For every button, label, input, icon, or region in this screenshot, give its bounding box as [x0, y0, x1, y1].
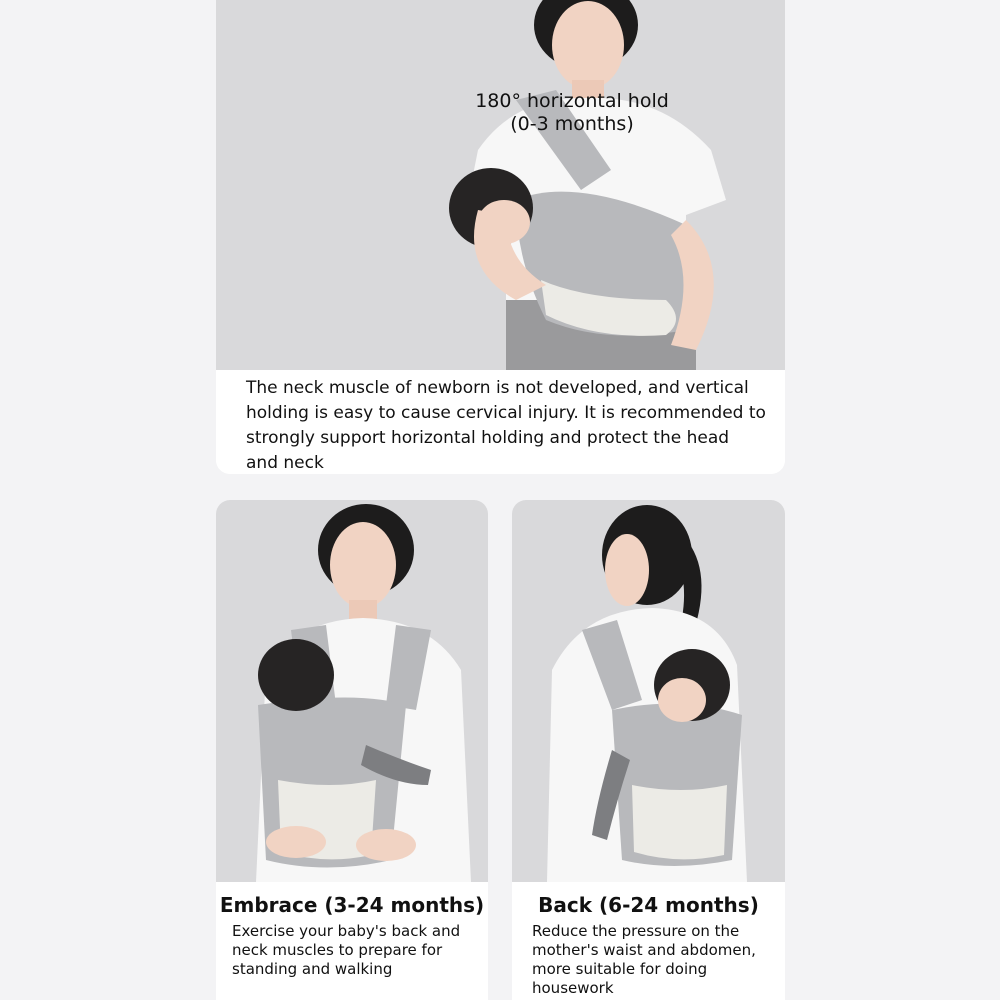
mother-horizontal-hold-illustration	[216, 0, 785, 370]
embrace-title: Embrace (3-24 months)	[219, 893, 485, 917]
embrace-photo	[216, 500, 488, 882]
horizontal-hold-description: The neck muscle of newborn is not developed, and vertical holding is easy to cause cervical injury. It is recommended to strongly support horizontal holding and protect the head and neck	[246, 378, 766, 473]
horizontal-hold-photo	[216, 0, 785, 370]
horizontal-hold-caption	[216, 370, 785, 474]
mother-back-carry-illustration	[512, 500, 785, 882]
mother-front-carry-illustration	[216, 500, 488, 882]
back-card	[512, 500, 785, 1000]
horizontal-hold-title	[452, 90, 692, 136]
back-photo	[512, 500, 785, 882]
back-title: Back (6-24 months)	[538, 893, 759, 917]
horizontal-hold-title-line2: (0-3 months)	[510, 113, 634, 135]
embrace-description: Exercise your baby's back and neck muscles to prepare for standing and walking	[232, 922, 461, 978]
back-description: Reduce the pressure on the mother's waist and abdomen, more suitable for doing housework	[532, 922, 756, 997]
back-caption	[512, 882, 785, 1000]
horizontal-hold-title-line1: 180° horizontal hold	[475, 90, 669, 112]
embrace-caption	[216, 882, 488, 1000]
embrace-card	[216, 500, 488, 1000]
horizontal-hold-card	[216, 0, 785, 474]
